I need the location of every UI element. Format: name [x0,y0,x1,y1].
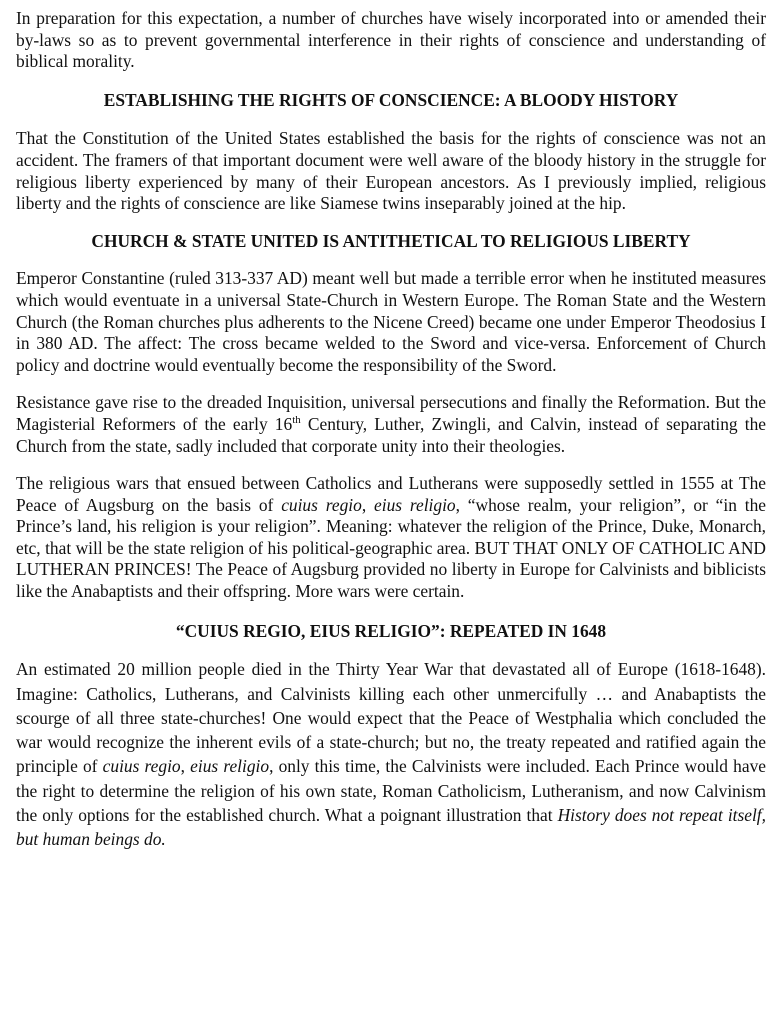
text-run: Resistance gave rise to the dreaded Inquisition, universal persecutions and finally the Reformation. But the Magisterial Reformers of the early 16 [16,392,766,434]
text-run: Century, Luther, Zwingli, and Calvin, instead of separating the Church from the state, sadly included that corporate unity into their theologies. [16,413,766,456]
paragraph-augsburg [16,473,766,603]
paragraph-constitution: That the Constitution of the United States established the basis for the rights of conscience was not an accident. The framers of that important document were well aware of the bloody history in the struggle for religious liberty experienced by many of their European ancestors. As I previously implied, religious liberty and the rights of conscience are like Siamese twins inseparably joined at the hip. [16,128,766,214]
italic-phrase: eius religio [190,756,270,777]
paragraph-constantine: Emperor Constantine (ruled 313-337 AD) meant well but made a terrible error when he instituted measures which would eventuate in a universal State-Church in Western Europe. The Roman State and the Western Church (the Roman churches plus adherents to the Nicene Creed) became one under Emperor Theodosius I in 380 AD. The affect: The cross became welded to the Sword and vice-versa. Enforcement of Church policy and doctrine would eventually become the responsibility of the Sword. [16,268,766,375]
section-heading-church-state: CHURCH & STATE UNITED IS ANTITHETICAL TO RELIGIOUS LIBERTY [91,230,691,251]
italic-phrase: cuius regio [102,756,181,777]
text-run: , [361,494,375,515]
paragraph-reformation [16,392,766,457]
text-run: An estimated 20 million people died in the Thirty Year War that devastated all of Europe (1618-1648). Imagine: Catholics, Lutherans, and Calvinists killing each other unmercifully … and Anabaptists the scourge of all three state-churches! One would expect that the Peace of Westphalia which concluded the war would recognize the inherent evils of a state-church; but no, the treaty repeated and ratified again the principle of [16,659,766,777]
text-run: , “whose realm, your religion”, or “in the Prince’s land, his religion is your religion”. Meaning: whatever the religion of the Prince, Duke, Monarch, etc, that will be the state religion of his political-geographic area. BUT THAT ONLY OF CATHOLIC AND LUTHERAN PRINCES! The Peace of Augsburg provided no liberty in Europe for Calvinists and biblicists like the Anabaptists and their offspring. More wars were certain. [16,494,766,602]
section-heading-1648: “CUIUS REGIO, EIUS RELIGIO”: REPEATED IN 1648 [175,620,607,641]
italic-phrase: History does not repeat itself, but human beings do. [16,805,766,850]
superscript-ordinal: th [292,414,301,427]
document-page [16,0,766,852]
paragraph-thirty-year-war [16,657,766,851]
section-heading-bloody-history: ESTABLISHING THE RIGHTS OF CONSCIENCE: A BLOODY HISTORY [103,89,679,110]
italic-phrase: eius religio [374,494,456,515]
text-run: , only this time, the Calvinists were included. Each Prince would have the right to determine the religion of his own state, Roman Catholicism, Lutheranism, and now Calvinism the only options for the established church. What a poignant illustration that [16,756,766,826]
paragraph-intro: In preparation for this expectation, a number of churches have wisely incorporated into or amended their by-laws so as to prevent governmental interference in their rights of conscience and understanding of biblical morality. [16,8,766,72]
text-run: The religious wars that ensued between Catholics and Lutherans were supposedly settled in 1555 at The Peace of Augsburg on the basis of [16,473,766,515]
text-run: , [180,756,191,777]
italic-phrase: cuius regio [281,494,362,515]
